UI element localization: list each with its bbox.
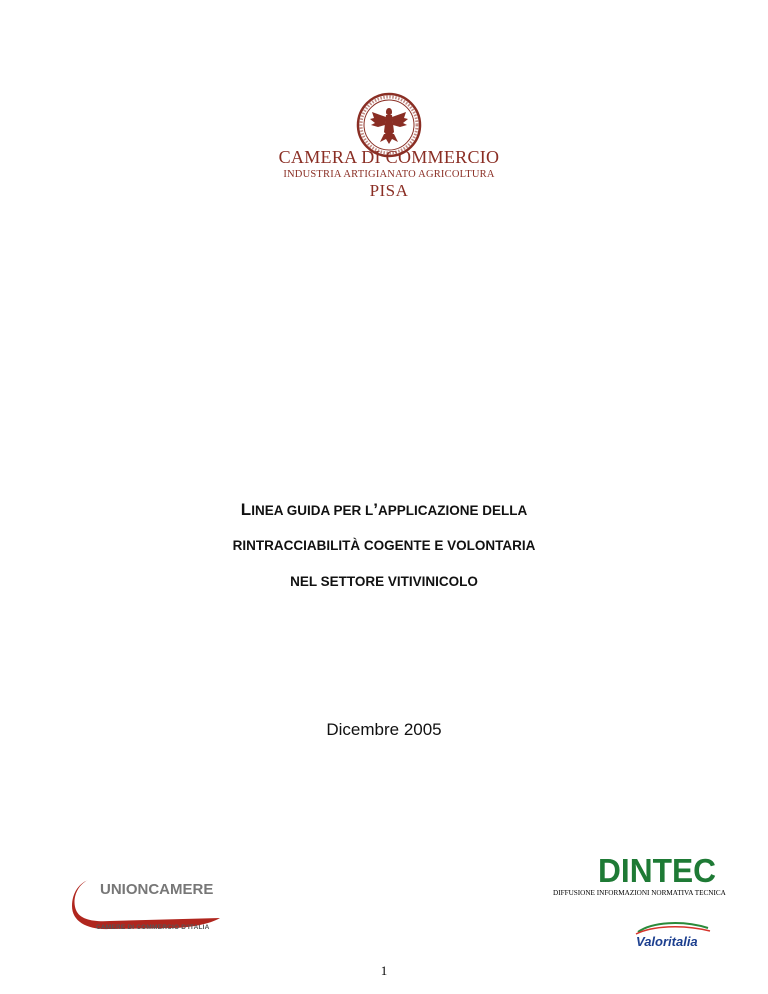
dintec-caption: DIFFUSIONE INFORMAZIONI NORMATIVA TECNICA bbox=[553, 889, 726, 897]
title-apostrophe: ’ bbox=[373, 500, 378, 519]
page-number: 1 bbox=[380, 963, 388, 978]
document-date: Dicembre 2005 bbox=[326, 720, 442, 739]
org-name: CAMERA DI COMMERCIO bbox=[278, 147, 500, 167]
valoritalia-name: Valoritalia bbox=[636, 934, 698, 949]
title-part: INEA GUIDA PER L bbox=[251, 503, 374, 518]
title-part: PPLICAZIONE DELLA bbox=[387, 503, 528, 518]
document-title-line-2: RINTRACCIABILITÀ COGENTE E VOLONTARIA bbox=[232, 538, 536, 553]
org-subtitle: INDUSTRIA ARTIGIANATO AGRICOLTURA bbox=[283, 169, 495, 180]
org-city: PISA bbox=[369, 181, 409, 200]
unioncamere-name: UNIONCAMERE bbox=[100, 881, 214, 898]
title-initial: L bbox=[240, 500, 252, 519]
unioncamere-caption: CAMERE DI COMMERCIO D'ITALIA bbox=[96, 924, 210, 931]
document-title-line-1 bbox=[60, 500, 708, 520]
document-title-line-3: NEL SETTORE VITIVINICOLO bbox=[290, 574, 478, 589]
title-part: A bbox=[377, 503, 388, 518]
dintec-logo bbox=[598, 852, 718, 886]
valoritalia-logo bbox=[632, 920, 714, 950]
dintec-name: DINTEC bbox=[598, 852, 716, 886]
